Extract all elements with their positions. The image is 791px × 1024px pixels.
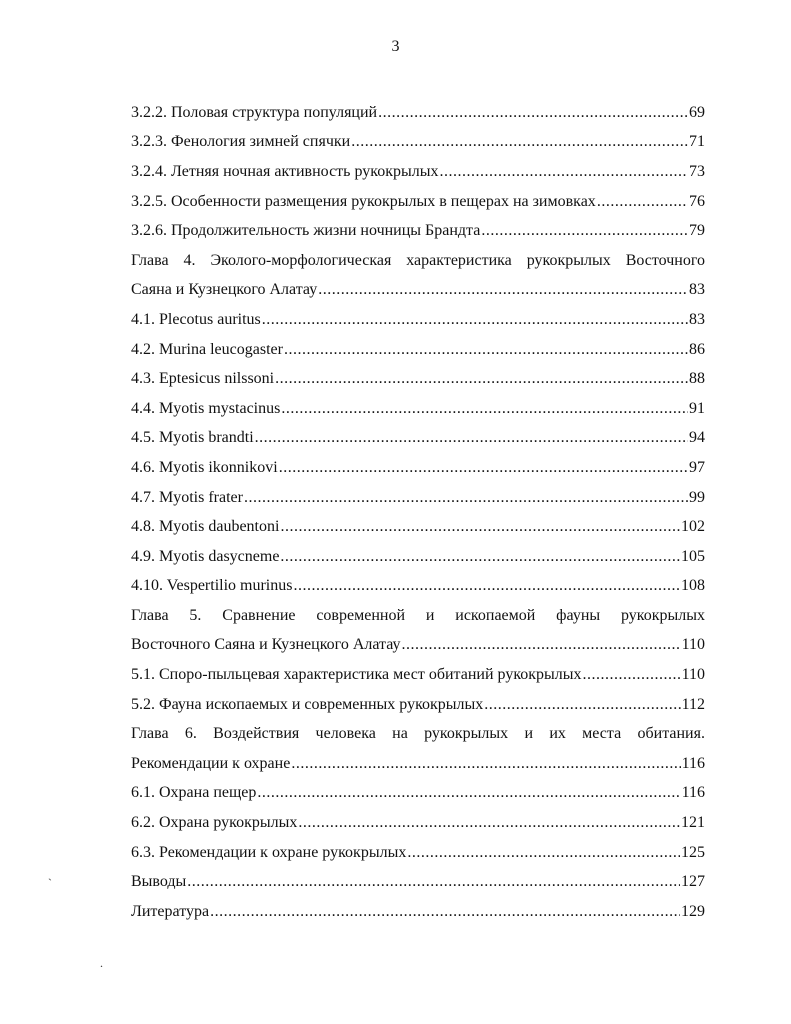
dot-leader (378, 104, 688, 122)
dot-leader (298, 814, 680, 832)
toc-heading-word: на (392, 725, 408, 743)
toc-entry-page: 105 (681, 547, 705, 565)
table-of-contents (131, 98, 705, 927)
toc-entry-title: 4.5. Myotis brandti (131, 429, 254, 447)
dot-leader (280, 548, 680, 566)
dot-leader (439, 163, 688, 181)
dot-leader (484, 696, 680, 714)
toc-entry (131, 660, 705, 690)
toc-entry-title: 4.4. Myotis mystacinus (131, 399, 281, 417)
toc-entry-title: 5.1. Споро-пыльцевая характеристика мест обитаний рукокрылых (131, 666, 582, 684)
toc-heading-word: 5. (189, 606, 202, 624)
toc-entry (131, 335, 705, 365)
dot-leader (481, 222, 688, 240)
toc-entry (131, 276, 705, 306)
dot-leader (210, 903, 680, 921)
toc-entry (131, 98, 705, 128)
toc-entry-page: 110 (681, 636, 705, 654)
toc-entry-title: 5.2. Фауна ископаемых и современных рукокрылых (131, 695, 484, 713)
toc-heading-word: Восточного (625, 251, 705, 269)
toc-entry-title: 4.1. Plecotus auritus (131, 310, 261, 328)
dot-leader (187, 873, 680, 891)
toc-entry-title: Литература (131, 902, 210, 920)
toc-entry-page: 71 (689, 133, 705, 151)
toc-entry-title: 4.2. Murina leucogaster (131, 340, 283, 358)
toc-entry (131, 187, 705, 217)
toc-entry (131, 364, 705, 394)
dot-leader (279, 459, 688, 477)
toc-entry (131, 157, 705, 187)
dot-leader (351, 133, 688, 151)
toc-entry-page: 86 (689, 340, 705, 358)
toc-heading-word: 4. (183, 251, 196, 269)
toc-chapter-heading-line (131, 601, 705, 631)
toc-heading-word: Сравнение (222, 606, 296, 624)
toc-entry-title: 3.2.5. Особенности размещения рукокрылых в пещерах на зимовках (131, 192, 596, 210)
page-number: 3 (391, 38, 400, 55)
toc-heading-word: рукокрылых (424, 725, 509, 743)
dot-leader (597, 193, 688, 211)
dot-leader (244, 489, 688, 507)
toc-entry (131, 808, 705, 838)
toc-entry-page: 110 (681, 666, 705, 684)
toc-heading-word: характеристика (406, 251, 512, 269)
dot-leader (275, 370, 688, 388)
toc-entry-page: 116 (681, 784, 705, 802)
scan-speck: ` (48, 876, 52, 890)
dot-leader (402, 636, 681, 654)
scan-speck: . (100, 956, 103, 970)
toc-entry (131, 542, 705, 572)
toc-heading-word: рукокрылых (526, 251, 611, 269)
toc-entry-title: Рекомендации к охране (131, 754, 291, 772)
dot-leader (255, 429, 688, 447)
dot-leader (280, 518, 680, 536)
toc-heading-word: человека (315, 725, 376, 743)
toc-entry-page: 102 (681, 518, 705, 536)
toc-entry-title: 4.7. Myotis frater (131, 488, 243, 506)
toc-entry-title: Выводы (131, 873, 187, 891)
toc-entry (131, 305, 705, 335)
toc-entry-title: 3.2.6. Продолжительность жизни ночницы Брандта (131, 222, 481, 240)
dot-leader (583, 666, 681, 684)
toc-entry (131, 867, 705, 897)
toc-entry-title: 4.9. Myotis dasycneme (131, 547, 280, 565)
toc-entry-title: 3.2.3. Фенология зимней спячки (131, 133, 351, 151)
toc-entry-page: 76 (689, 192, 705, 210)
toc-heading-word: и (425, 606, 435, 624)
toc-heading-word: современной (316, 606, 405, 624)
toc-heading-word: Глава (131, 725, 169, 743)
toc-entry (131, 572, 705, 602)
toc-entry-page: 79 (689, 222, 705, 240)
toc-entry (131, 128, 705, 158)
toc-entry-page: 112 (681, 695, 705, 713)
toc-heading-word: Глава (131, 606, 169, 624)
toc-heading-word: ископаемой (455, 606, 536, 624)
toc-entry-page: 116 (681, 754, 705, 772)
toc-entry-title: 4.3. Eptesicus nilssoni (131, 370, 275, 388)
dot-leader (291, 755, 680, 773)
toc-entry-title: 4.10. Vespertilio murinus (131, 577, 293, 595)
toc-entry-page: 83 (689, 310, 705, 328)
toc-entry (131, 749, 705, 779)
toc-entry-title: 6.1. Охрана пещер (131, 784, 257, 802)
toc-entry-title: 3.2.2. Половая структура популяций (131, 103, 378, 121)
dot-leader (293, 577, 680, 595)
toc-heading-word: Воздействия (213, 725, 300, 743)
toc-entry-title: 6.3. Рекомендации к охране рукокрылых (131, 843, 407, 861)
dot-leader (257, 784, 680, 802)
toc-entry-title: Саяна и Кузнецкого Алатау (131, 281, 318, 299)
toc-entry-page: 108 (681, 577, 705, 595)
toc-entry (131, 512, 705, 542)
toc-entry-page: 91 (689, 399, 705, 417)
toc-chapter-heading-line (131, 246, 705, 276)
toc-entry-title: Восточного Саяна и Кузнецкого Алатау (131, 636, 401, 654)
toc-entry-page: 121 (681, 814, 705, 832)
toc-entry-title: 6.2. Охрана рукокрылых (131, 814, 298, 832)
toc-entry-page: 69 (689, 103, 705, 121)
dot-leader (318, 281, 688, 299)
toc-entry (131, 690, 705, 720)
toc-entry-page: 88 (689, 370, 705, 388)
dot-leader (281, 400, 688, 418)
toc-entry-page: 97 (689, 458, 705, 476)
toc-entry-title: 4.8. Myotis daubentoni (131, 518, 280, 536)
toc-heading-word: и (524, 725, 534, 743)
toc-chapter-heading-line (131, 719, 705, 749)
toc-heading-word: Глава (131, 251, 169, 269)
toc-heading-word: рукокрылых (620, 606, 705, 624)
toc-entry-page: 129 (681, 902, 705, 920)
toc-heading-word: обитания. (637, 725, 705, 743)
dot-leader (407, 844, 680, 862)
toc-entry-title: 4.6. Myotis ikonnikovi (131, 458, 278, 476)
toc-entry (131, 897, 705, 927)
toc-entry-page: 127 (681, 873, 705, 891)
toc-entry-title: 3.2.4. Летняя ночная активность рукокрылых (131, 162, 439, 180)
toc-heading-word: Эколого-морфологическая (210, 251, 392, 269)
toc-entry-page: 83 (689, 281, 705, 299)
toc-entry (131, 779, 705, 809)
toc-heading-word: места (582, 725, 622, 743)
toc-entry-page: 125 (681, 843, 705, 861)
toc-entry (131, 424, 705, 454)
toc-entry (131, 394, 705, 424)
toc-heading-word: фауны (556, 606, 601, 624)
toc-entry (131, 216, 705, 246)
toc-entry-page: 94 (689, 429, 705, 447)
toc-entry-page: 73 (689, 162, 705, 180)
toc-entry (131, 838, 705, 868)
toc-heading-word: 6. (184, 725, 197, 743)
dot-leader (262, 311, 688, 329)
toc-entry-page: 99 (689, 488, 705, 506)
toc-entry (131, 483, 705, 513)
toc-entry (131, 453, 705, 483)
dot-leader (284, 341, 688, 359)
toc-entry (131, 631, 705, 661)
toc-heading-word: их (549, 725, 566, 743)
